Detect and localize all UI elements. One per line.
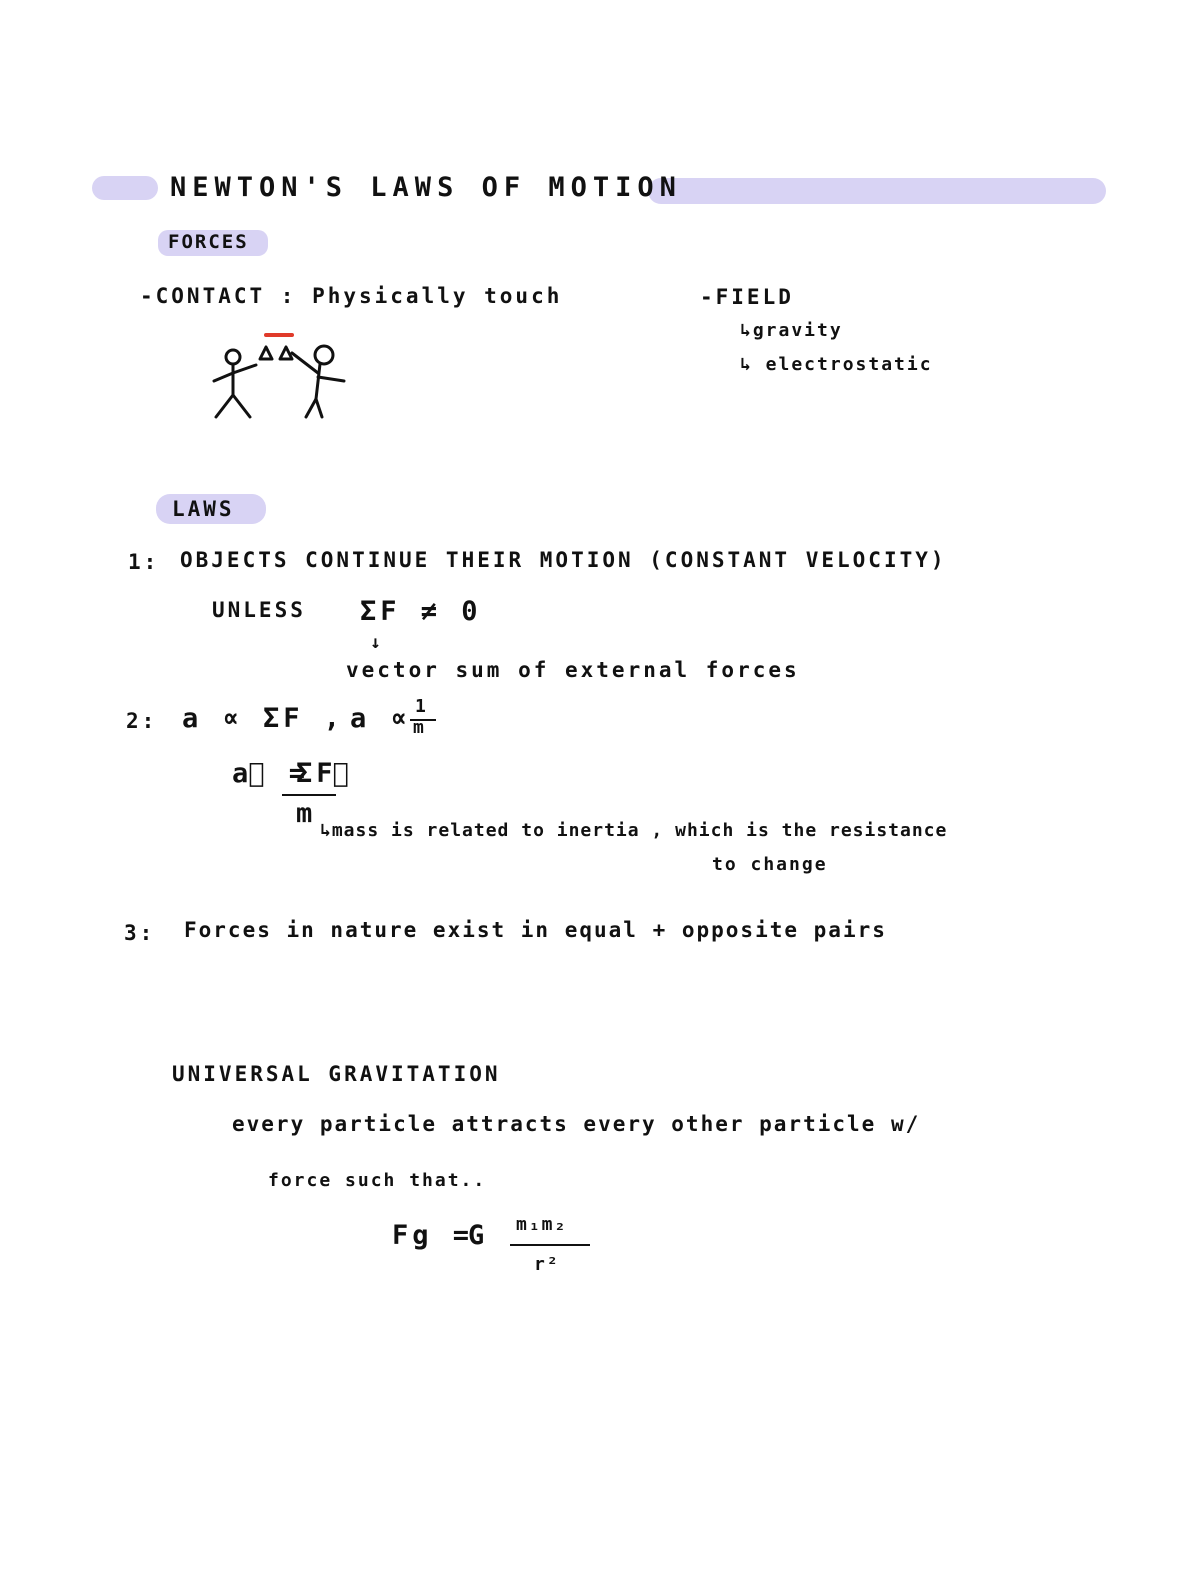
law1-note: vector sum of external forces [346, 658, 800, 682]
laws-heading: LAWS [172, 497, 235, 521]
field-item-electrostatic: ↳ electrostatic [740, 354, 933, 375]
gravitation-numerator: m₁m₂ [516, 1214, 568, 1235]
law1-number: 1: [128, 550, 160, 574]
field-item-gravity: ↳gravity [740, 320, 843, 341]
page-title: NEWTON'S LAWS OF MOTION [170, 172, 682, 203]
law1-unless: UNLESS [212, 598, 306, 622]
law3-text: Forces in nature exist in equal + opposite pairs [184, 918, 887, 942]
law1-arrow: ↓ [370, 632, 383, 653]
law1-condition: ΣF ≠ 0 [360, 596, 482, 627]
law2-fraction-bar [282, 794, 336, 796]
stick-figures-drawing [200, 325, 360, 430]
gravitation-line2: force such that.. [268, 1170, 487, 1191]
law1-text: OBJECTS CONTINUE THEIR MOTION (CONSTANT VELOCITY) [180, 548, 947, 572]
law2-note-line1: ↳mass is related to inertia , which is the resistance [320, 820, 948, 841]
contact-force-text: -CONTACT : Physically touch [140, 284, 563, 308]
field-force-heading: -FIELD [700, 285, 794, 309]
gravitation-equation-lhs: Fg = [392, 1220, 474, 1251]
gravitation-denominator: r² [534, 1254, 560, 1275]
law2-note-line2: to change [712, 854, 828, 875]
title-highlight-left [92, 176, 158, 200]
gravitation-heading: UNIVERSAL GRAVITATION [172, 1062, 501, 1086]
law3-number: 3: [124, 921, 156, 945]
law2-number: 2: [126, 709, 158, 733]
law2-inverse-proportion: a ∝ [350, 703, 411, 734]
gravitation-constant: G [468, 1220, 489, 1251]
law2-equation-numerator: ΣF⃗ [296, 758, 353, 789]
gravitation-fraction-bar [510, 1244, 590, 1246]
law2-inverse-denominator: m [413, 717, 426, 738]
title-highlight-right [648, 178, 1106, 204]
gravitation-line1: every particle attracts every other particle w/ [232, 1112, 921, 1136]
law2-equation-lhs: a⃗ = [232, 758, 310, 789]
law2-equation-denominator: m [296, 798, 317, 829]
law2-proportion: a ∝ ΣF , [182, 703, 345, 734]
forces-heading: FORCES [168, 231, 249, 253]
law2-inverse-numerator: 1 [415, 696, 428, 717]
